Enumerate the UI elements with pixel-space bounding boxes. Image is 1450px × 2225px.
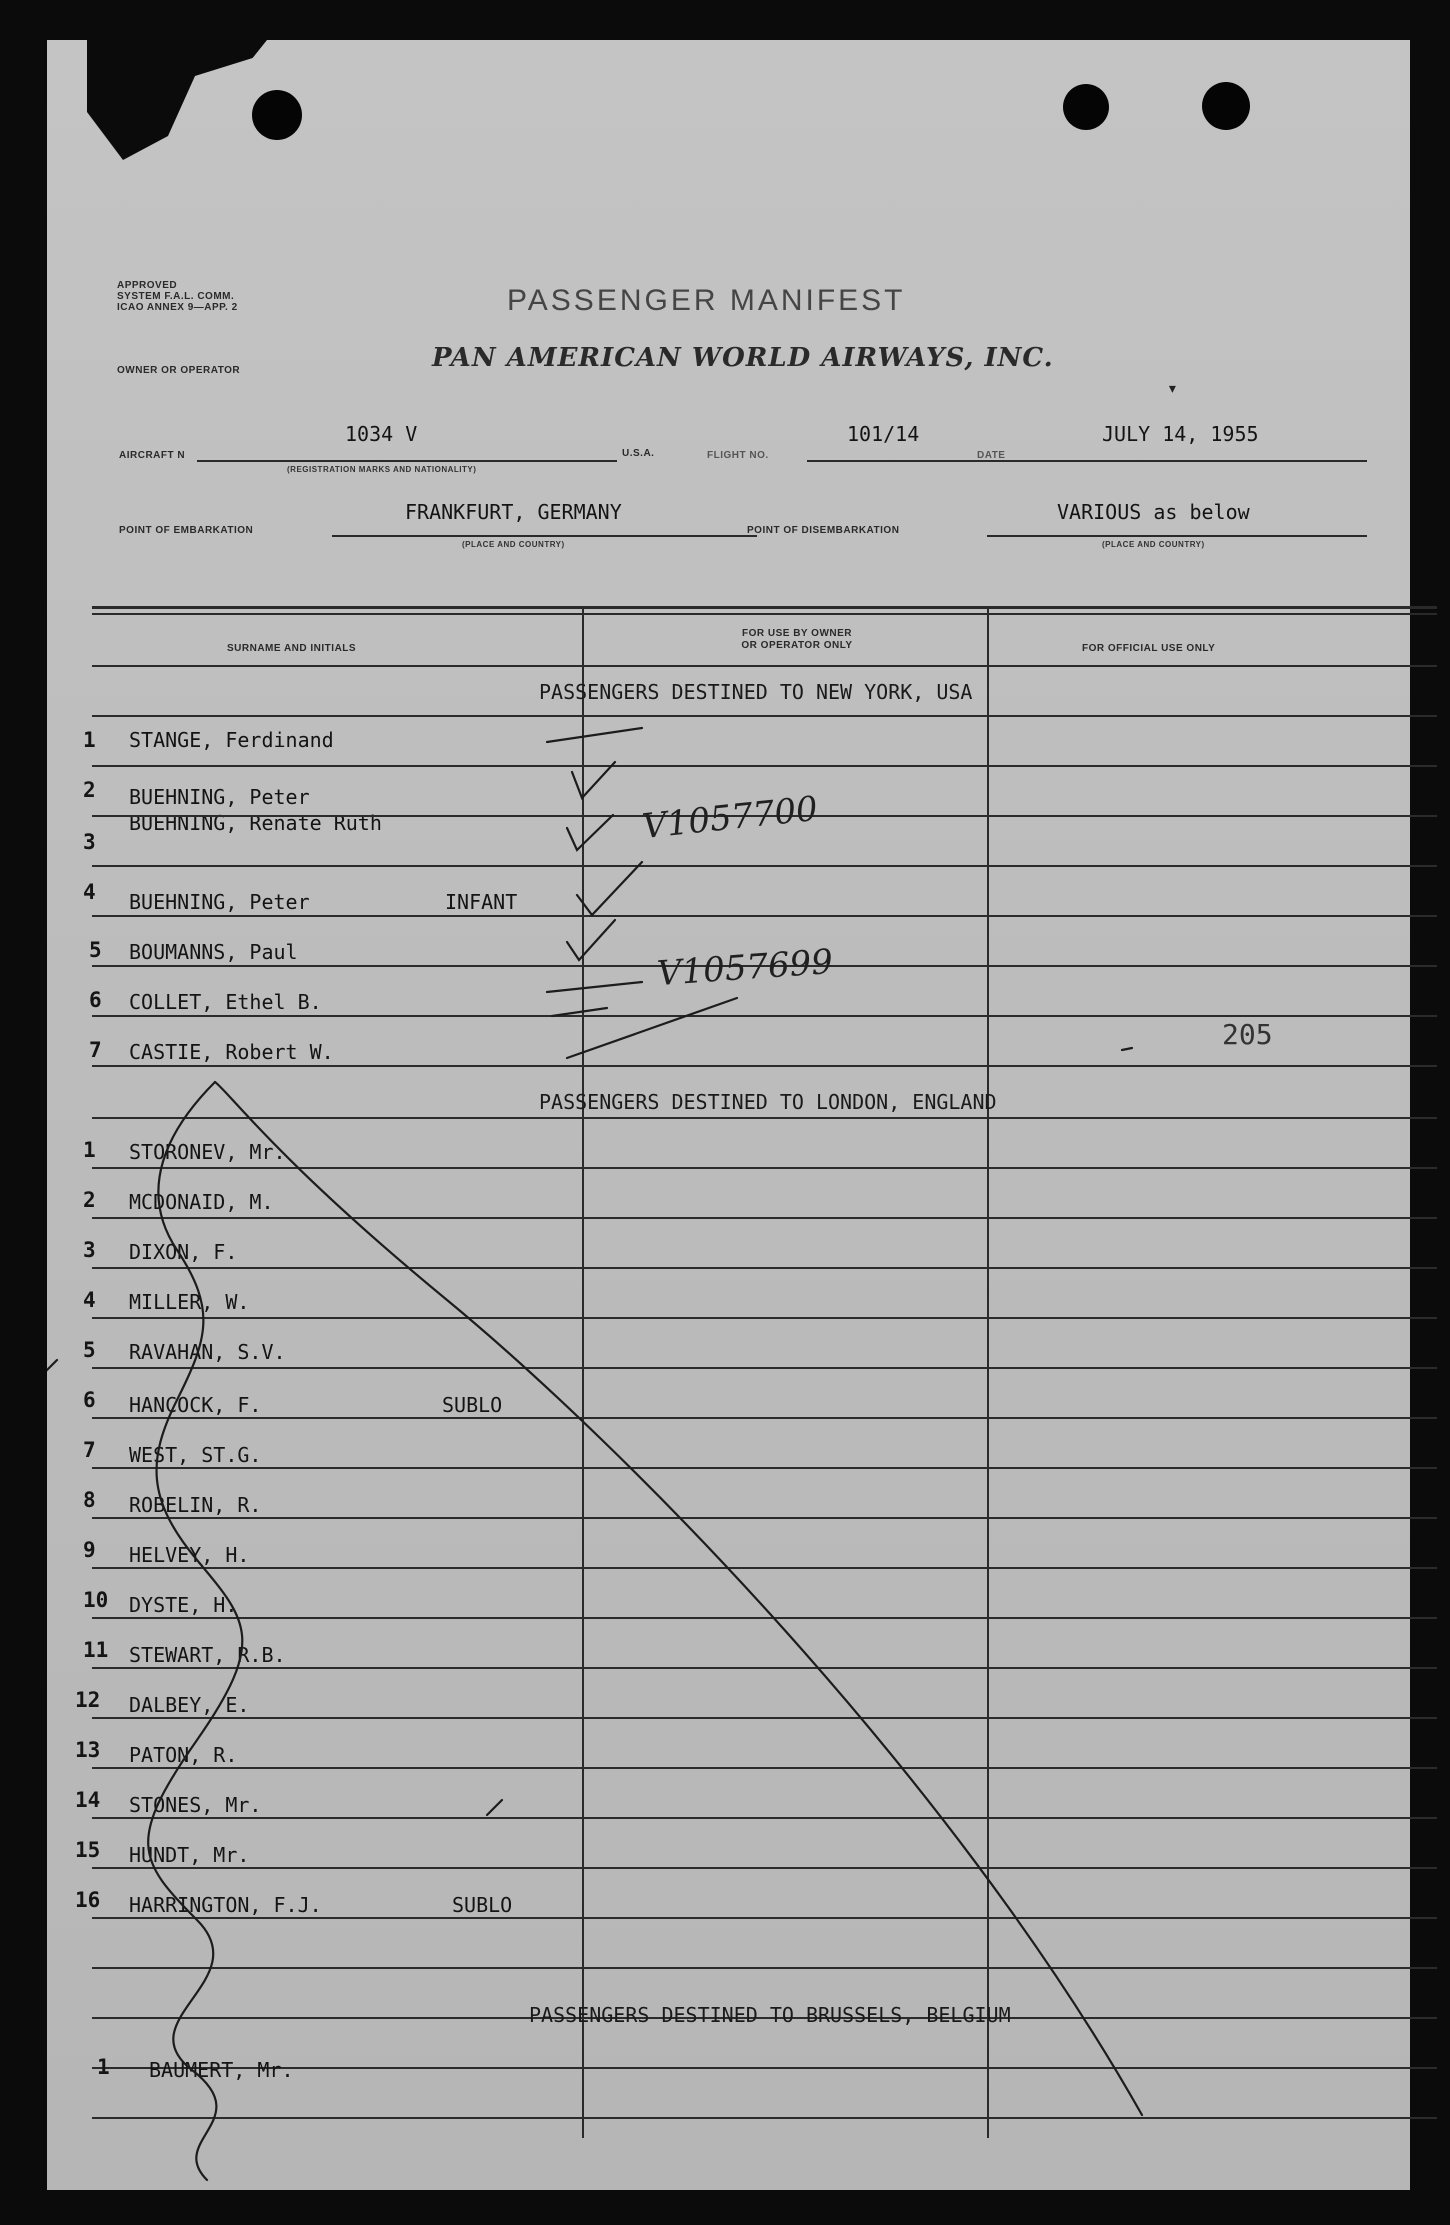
row-number: 6 xyxy=(83,1388,96,1412)
row-number: 8 xyxy=(83,1488,96,1512)
embarkation-caption: (PLACE AND COUNTRY) xyxy=(462,540,565,549)
section-heading-london: PASSENGERS DESTINED TO LONDON, ENGLAND xyxy=(539,1090,997,1114)
row-number: 5 xyxy=(89,938,102,962)
passenger-name: HUNDT, Mr. xyxy=(129,1843,250,1867)
passenger-name: HELVEY, H. xyxy=(129,1543,250,1567)
flight-value: 101/14 xyxy=(847,422,920,446)
dash-mark xyxy=(547,728,642,742)
approved-block: APPROVED SYSTEM F.A.L. COMM. ICAO ANNEX 9—APP. 2 xyxy=(117,280,238,313)
margin-number: 205 xyxy=(1222,1018,1273,1051)
date-label: DATE xyxy=(977,450,1006,461)
dash-mark xyxy=(552,1008,607,1016)
passenger-name: HANCOCK, F. xyxy=(129,1393,262,1417)
row-number: 13 xyxy=(75,1738,101,1762)
row-number: 2 xyxy=(83,1188,96,1212)
passenger-name: COLLET, Ethel B. xyxy=(129,990,322,1014)
disembarkation-label: POINT OF DISEMBARKATION xyxy=(747,525,900,536)
disembarkation-caption: (PLACE AND COUNTRY) xyxy=(1102,540,1205,549)
manifest-sheet xyxy=(47,40,1410,2190)
passenger-name: HARRINGTON, F.J. xyxy=(129,1893,322,1917)
passenger-name: MCDONAID, M. xyxy=(129,1190,274,1214)
stray-mark xyxy=(47,1360,57,1375)
dash-mark xyxy=(547,982,642,992)
page-title: PASSENGER MANIFEST xyxy=(507,284,906,317)
passenger-name: STORONEV, Mr. xyxy=(129,1140,286,1164)
column-header-owner-line2: OR OPERATOR ONLY xyxy=(741,640,853,651)
passenger-name: BUEHNING, Peter xyxy=(129,890,310,914)
wavy-line xyxy=(148,1082,242,2180)
row-number: 12 xyxy=(75,1688,101,1712)
operator-name: PAN AMERICAN WORLD AIRWAYS, INC. xyxy=(432,343,1054,373)
passenger-name: CASTIE, Robert W. xyxy=(129,1040,334,1064)
check-mark-icon xyxy=(577,862,642,915)
column-header-owner-line1: FOR USE BY OWNER xyxy=(741,628,853,639)
stray-mark xyxy=(487,1800,502,1815)
passenger-note: SUBLO xyxy=(452,1893,513,1917)
row-number: 1 xyxy=(97,2055,110,2079)
passenger-name: DIXON, F. xyxy=(129,1240,238,1264)
embarkation-value: FRANKFURT, GERMANY xyxy=(405,500,622,524)
flight-label: FLIGHT NO. xyxy=(707,450,769,461)
row-number: 11 xyxy=(83,1638,109,1662)
handwritten-marks xyxy=(47,40,1410,2190)
passenger-name: STANGE, Ferdinand xyxy=(129,728,334,752)
passenger-name: BOUMANNS, Paul xyxy=(129,940,298,964)
stray-mark-icon: ▾ xyxy=(1167,378,1178,399)
row-number: 7 xyxy=(83,1438,96,1462)
row-number: 7 xyxy=(89,1038,102,1062)
check-mark-icon xyxy=(572,762,615,798)
passenger-name: DYSTE, H. xyxy=(129,1593,238,1617)
row-number: 16 xyxy=(75,1888,101,1912)
row-number: 1 xyxy=(83,728,96,752)
passenger-name: ROBELIN, R. xyxy=(129,1493,262,1517)
usa-label: U.S.A. xyxy=(622,448,655,459)
row-number: 4 xyxy=(83,880,96,904)
passenger-name: MILLER, W. xyxy=(129,1290,250,1314)
section-heading-new-york: PASSENGERS DESTINED TO NEW YORK, USA xyxy=(539,680,973,704)
check-mark-icon xyxy=(567,920,615,960)
dash-mark xyxy=(567,998,737,1058)
disembarkation-value: VARIOUS as below xyxy=(1057,500,1250,524)
passenger-note: SUBLO xyxy=(442,1393,503,1417)
passenger-name: STONES, Mr. xyxy=(129,1793,262,1817)
column-header-official: FOR OFFICIAL USE ONLY xyxy=(1082,643,1216,654)
check-mark-icon xyxy=(567,815,613,850)
column-header-surname: SURNAME AND INITIALS xyxy=(227,643,357,654)
passenger-name: BAUMERT, Mr. xyxy=(149,2058,294,2082)
passenger-name: DALBEY, E. xyxy=(129,1693,250,1717)
row-number: 10 xyxy=(83,1588,109,1612)
owner-label: OWNER OR OPERATOR xyxy=(117,365,241,376)
section-heading-brussels: PASSENGERS DESTINED TO BRUSSELS, BELGIUM xyxy=(529,2003,1011,2027)
row-number: 9 xyxy=(83,1538,96,1562)
embarkation-label: POINT OF EMBARKATION xyxy=(119,525,254,536)
passenger-name: WEST, ST.G. xyxy=(129,1443,262,1467)
row-number: 1 xyxy=(83,1138,96,1162)
row-number: 3 xyxy=(83,830,96,854)
date-value: JULY 14, 1955 xyxy=(1102,422,1259,446)
handwritten-ticket-number: V1057700 xyxy=(640,788,820,848)
passenger-name: PATON, R. xyxy=(129,1743,238,1767)
passenger-name: BUEHNING, Peter xyxy=(129,785,310,809)
cross-out-line xyxy=(215,1082,1142,2115)
aircraft-label: AIRCRAFT N xyxy=(119,450,186,461)
row-number: 15 xyxy=(75,1838,101,1862)
passenger-note: INFANT xyxy=(445,890,518,914)
row-number: 14 xyxy=(75,1788,101,1812)
passenger-name: BUEHNING, Renate Ruth xyxy=(129,811,382,835)
passenger-name: RAVAHAN, S.V. xyxy=(129,1340,286,1364)
row-number: 5 xyxy=(83,1338,96,1362)
aircraft-value: 1034 V xyxy=(345,422,418,446)
row-number: 4 xyxy=(83,1288,96,1312)
stray-mark xyxy=(1122,1048,1132,1050)
row-number: 6 xyxy=(89,988,102,1012)
handwritten-ticket-number: V1057699 xyxy=(655,941,835,995)
row-number: 3 xyxy=(83,1238,96,1262)
row-number: 2 xyxy=(83,778,96,802)
passenger-name: STEWART, R.B. xyxy=(129,1643,286,1667)
registration-caption: (REGISTRATION MARKS AND NATIONALITY) xyxy=(287,465,477,474)
